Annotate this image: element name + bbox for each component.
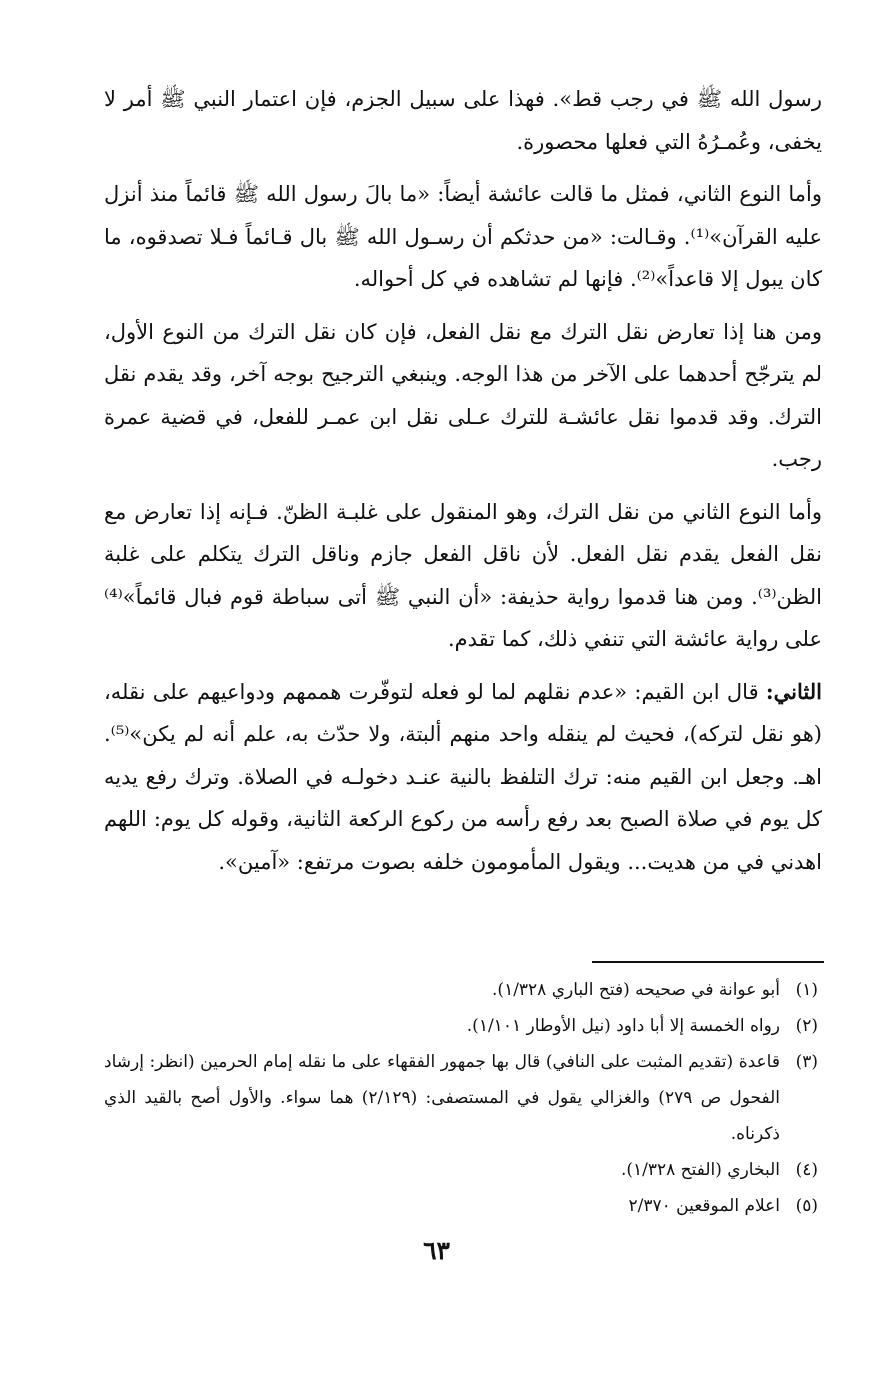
footnote-text: اعلام الموقعين ٢/٣٧٠ [628, 1196, 780, 1216]
footnote [104, 1008, 818, 1044]
footnote-number: (٢) [795, 1016, 818, 1036]
paragraph-lead: الثاني: [765, 678, 822, 704]
footnote [104, 972, 818, 1008]
paragraph-text: رسول الله ﷺ في رجب قط». فهذا على سبيل الجزم، فإن اعتمار النبي ﷺ أمر لا يخفى، وعُمـرُهُ التي فعلها محصورة. [104, 87, 822, 154]
footnote-text: أبو عوانة في صحيحه (فتح الباري ١/٣٢٨). [492, 980, 780, 1000]
paragraph-text: وأما النوع الثاني من نقل الترك، وهو المنقول على غلبـة الظنّ. فـإنه إذا تعارض مع نقل الفعل يقدم نقل الفعل. لأن ناقل الفعل جازم وناقل الترك يتكلم على غلبة الظن⁽³⁾. ومن هنا قدموا رواية حذيفة: «أن النبي ﷺ أتى سباطة قوم فبال قائماً»⁽⁴⁾ على رواية عائشة التي تنفي ذلك، كما تقدم. [104, 499, 822, 651]
footnote-text: قاعدة (تقديم المثبت على النافي) قال بها جمهور الفقهاء على ما نقله إمام الحرمين (انظر: إرشاد الفحول ص ٢٧٩) والغزالي يقول في المستصفى: (٢/١٢٩) هما سواء. والأول أصح بالقيد الذي ذكرناه. [104, 1052, 780, 1144]
footnotes [104, 972, 818, 1224]
paragraph [104, 173, 822, 301]
footnote-number: (٥) [795, 1196, 818, 1216]
paragraph [104, 311, 822, 481]
paragraph-text: قال ابن القيم: «عدم نقلهم لما لو فعله لتوفّرت هممهم ودواعيهم على نقله، (هو نقل لتركه)، فحيث لم ينقله واحد منهم ألبتة، ولا حدّث به، علم أنه لم يكن»⁽⁵⁾. اهـ. وجعل ابن القيم منه: ترك التلفظ بالنية عنـد دخولـه في الصلاة. وترك رفع يديه كل يوم في صلاة الصبح بعد رفع رأسه من ركوع الركعة الثانية، وقوله كل يوم: اللهم اهدني في من هديت... ويقول المأمومون خلفه بصوت مرتفع: «آمين». [104, 679, 822, 874]
paragraph-text: وأما النوع الثاني، فمثل ما قالت عائشة أيضاً: «ما بالَ رسول الله ﷺ قائماً منذ أنزل عليه القرآن»⁽¹⁾. وقـالت: «من حدثكم أن رسـول الله ﷺ بال قـائماً فـلا تصدقوه، ما كان يبول إلا قاعداً»⁽²⁾. فإنها لم تشاهده في كل أحواله. [104, 182, 822, 291]
main-text [104, 78, 822, 893]
paragraph [104, 78, 822, 163]
paragraph [104, 671, 822, 884]
footnote [104, 1188, 818, 1224]
paragraph [104, 491, 822, 661]
footnote-number: (١) [795, 980, 818, 1000]
footnote-text: البخاري (الفتح ١/٣٢٨). [620, 1160, 780, 1180]
footnote [104, 1044, 818, 1152]
page-number: ٦٣ [423, 1236, 450, 1265]
footnote-text: رواه الخمسة إلا أبا داود (نيل الأوطار ١/١٠١). [466, 1016, 780, 1036]
footnote-number: (٤) [795, 1160, 818, 1180]
footnote-number: (٣) [795, 1052, 818, 1072]
footnote-separator [592, 961, 824, 963]
paragraph-text: ومن هنا إذا تعارض نقل الترك مع نقل الفعل، فإن كان نقل الترك من النوع الأول، لم يترجّح أحدهما على الآخر من هذا الوجه. وينبغي الترجيح بوجه آخر، وقد يقدم نقل الترك. وقد قدموا نقل عائشـة للترك عـلى نقل ابن عمـر للفعل، في قضية عمرة رجب. [104, 319, 822, 471]
footnote [104, 1152, 818, 1188]
